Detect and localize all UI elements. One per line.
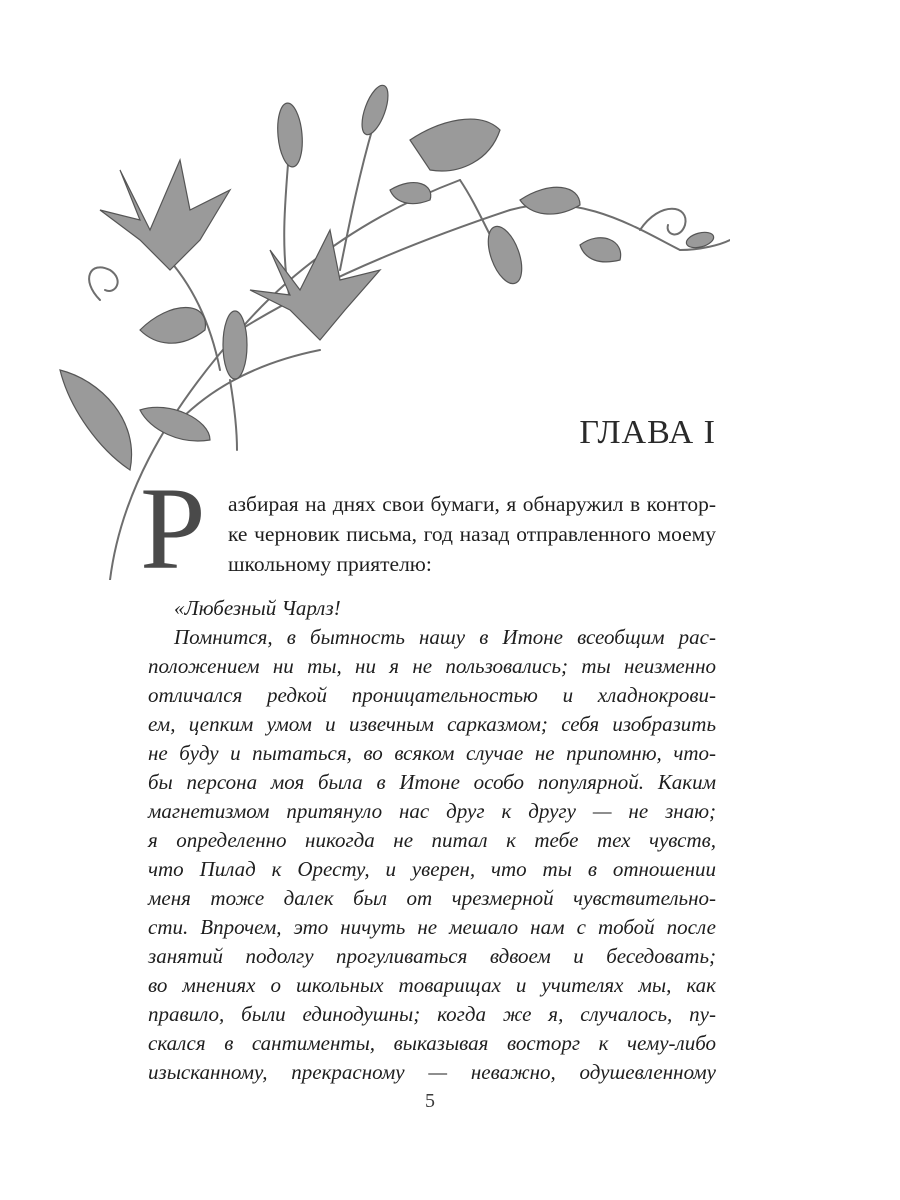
drop-cap: Р (140, 463, 206, 594)
letter-line: изысканному, прекрасному — неважно, одушевленному (148, 1060, 716, 1084)
letter-line: что Пилад к Оресту, и уверен, что ты в отношении (148, 857, 716, 881)
intro-line: школьному приятелю: (228, 552, 432, 576)
letter-line: бы персона моя была в Итоне особо популярной. Каким (148, 770, 716, 794)
page-number: 5 (425, 1090, 435, 1112)
intro-line: азбирая на днях свои бумаги, я обнаружил в контор- (228, 492, 716, 516)
letter-line: занятий подолгу прогуливаться вдвоем и беседовать; (148, 944, 716, 968)
letter-line: ем, цепким умом и извечным сарказмом; себя изобразить (148, 712, 716, 736)
letter-line: скался в сантименты, выказывая восторг к чему-либо (148, 1031, 716, 1055)
letter-line: Помнится, в бытность нашу в Итоне всеобщим рас- (174, 625, 716, 649)
letter-line: отличался редкой проницательностью и хладнокрови- (148, 683, 716, 707)
chapter-title: ГЛАВА I (579, 414, 716, 451)
letter-line: во мнениях о школьных товарищах и учителях мы, как (148, 973, 716, 997)
letter-line: положением ни ты, ни я не пользовались; ты неизменно (148, 654, 716, 678)
letter-line: правило, были единодушны; когда же я, случалось, пу- (148, 1002, 716, 1026)
letter-line: меня тоже далек был от чрезмерной чувствительно- (148, 886, 716, 910)
intro-line: ке черновик письма, год назад отправленного моему (228, 522, 716, 546)
letter-line: сти. Впрочем, это ничуть не мешало нам с тобой после (148, 915, 716, 939)
letter-salutation: «Любезный Чарлз! (174, 596, 341, 620)
letter-line: я определенно никогда не питал к тебе тех чувств, (148, 828, 716, 852)
letter-line: не буду и пытаться, во всяком случае не припомню, что- (148, 741, 716, 765)
letter-line: магнетизмом притянуло нас друг к другу — не знаю; (148, 799, 716, 823)
